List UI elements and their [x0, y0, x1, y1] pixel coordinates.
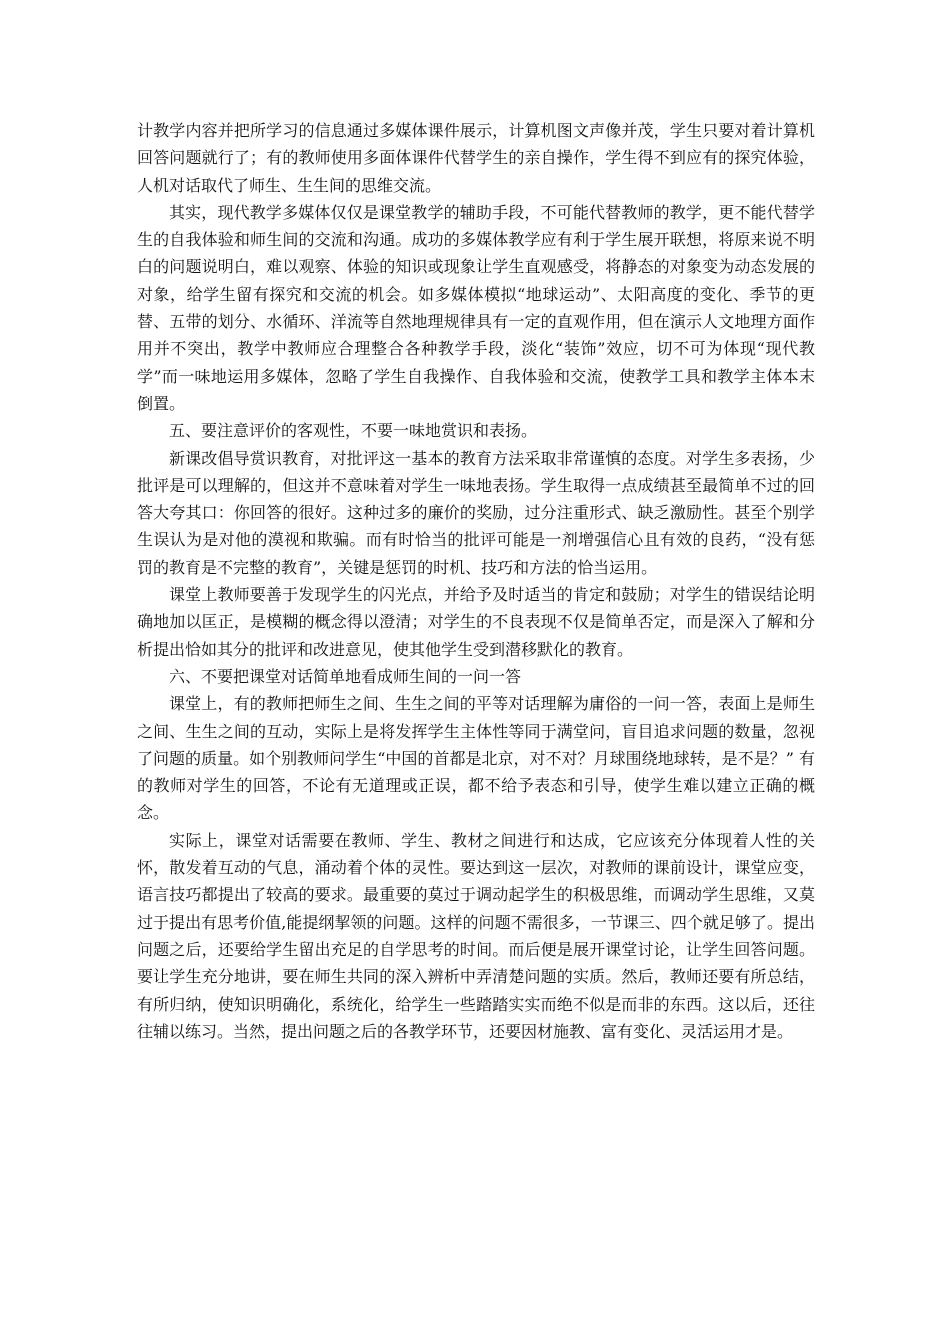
paragraph-classroom-dialogue: 课堂上，有的教师把师生之间、生生之间的平等对话理解为庸俗的一问一答，表面上是师生之间、生生之间的互动，实际上是将发挥学生主体性等同于满堂问，盲目追求问题的数量，忽视了问题的质量。如个别教师问学生“中国的首都是北京，对不对？月球围绕地球转，是不是？” 有的教师对学生的回答，不论有无道理或正误，都不给予表态和引导，使学生难以建立正确的概念。 [137, 694, 815, 823]
section-heading-5: 五、要注意评价的客观性，不要一味地赏识和表扬。 [169, 421, 538, 441]
document-body [137, 117, 815, 1045]
paragraph-continuation: 计教学内容并把所学习的信息通过多媒体课件展示，计算机图文声像并茂，学生只要对着计算机回答问题就行了；有的教师使用多面体课件代替学生的亲自操作，学生得不到应有的探究体验，人机对话取代了师生、生生间的思维交流。 [137, 121, 815, 195]
section-heading-6: 六、不要把课堂对话简单地看成师生间的一问一答 [169, 666, 522, 686]
paragraph-multimedia-role: 其实，现代教学多媒体仅仅是课堂教学的辅助手段，不可能代替教师的教学，更不能代替学生的自我体验和师生间的交流和沟通。成功的多媒体教学应有利于学生展开联想，将原来说不明白的问题说明白，难以观察、体验的知识或现象让学生直观感受，将静态的对象变为动态发展的对象，给学生留有探究和交流的机会。如多媒体模拟“地球运动”、太阳高度的变化、季节的更替、五带的划分、水循环、洋流等自然地理规律具有一定的直观作用，但在演示人文地理方面作用并不突出，教学中教师应合理整合各种教学手段，淡化“装饰”效应，切不可为体现“现代教学”而一味地运用多媒体，忽略了学生自我操作、自我体验和交流，使教学工具和教学主体本末倒置。 [137, 202, 815, 413]
paragraph-dialogue-practice: 实际上，课堂对话需要在教师、学生、教材之间进行和达成，它应该充分体现着人性的关怀，散发着互动的气息，涌动着个体的灵性。要达到这一层次，对教师的课前设计，课堂应变，语言技巧都提出了较高的要求。最重要的莫过于调动起学生的积极思维，而调动学生思维，又莫过于提出有思考价值,能提纲挈领的问题。这样的问题不需很多，一节课三、四个就足够了。提出问题之后，还要给学生留出充足的自学思考的时间。而后便是展开课堂讨论，让学生回答问题。要让学生充分地讲，要在师生共同的深入辨析中弄清楚问题的实质。然后，教师还要有所总结，有所归纳，使知识明确化，系统化，给学生一些踏踏实实而绝不似是而非的东西。这以后，还往往辅以练习。当然，提出问题之后的各教学环节，还要因材施教、富有变化、灵活运用才是。 [137, 830, 815, 1041]
paragraph-appreciation-education: 新课改倡导赏识教育，对批评这一基本的教育方法采取非常谨慎的态度。对学生多表扬，少批评是可以理解的，但这并不意味着对学生一味地表扬。学生取得一点成绩甚至最简单不过的回答大夸其口：你回答的很好。这种过多的廉价的奖励，过分注重形式、缺乏激励性。甚至个别学生误认为是对他的漠视和欺骗。而有时恰当的批评可能是一剂增强信心且有效的良药，“没有惩罚的教育是不完整的教育”，关键是惩罚的时机、技巧和方法的恰当运用。 [137, 448, 815, 577]
paragraph-classroom-feedback: 课堂上教师要善于发现学生的闪光点，并给予及时适当的肯定和鼓励；对学生的错误结论明确地加以匡正，是模糊的概念得以澄清；对学生的不良表现不仅是简单否定，而是深入了解和分析提出恰如其分的批评和改进意见，使其他学生受到潜移默化的教育。 [137, 585, 815, 659]
